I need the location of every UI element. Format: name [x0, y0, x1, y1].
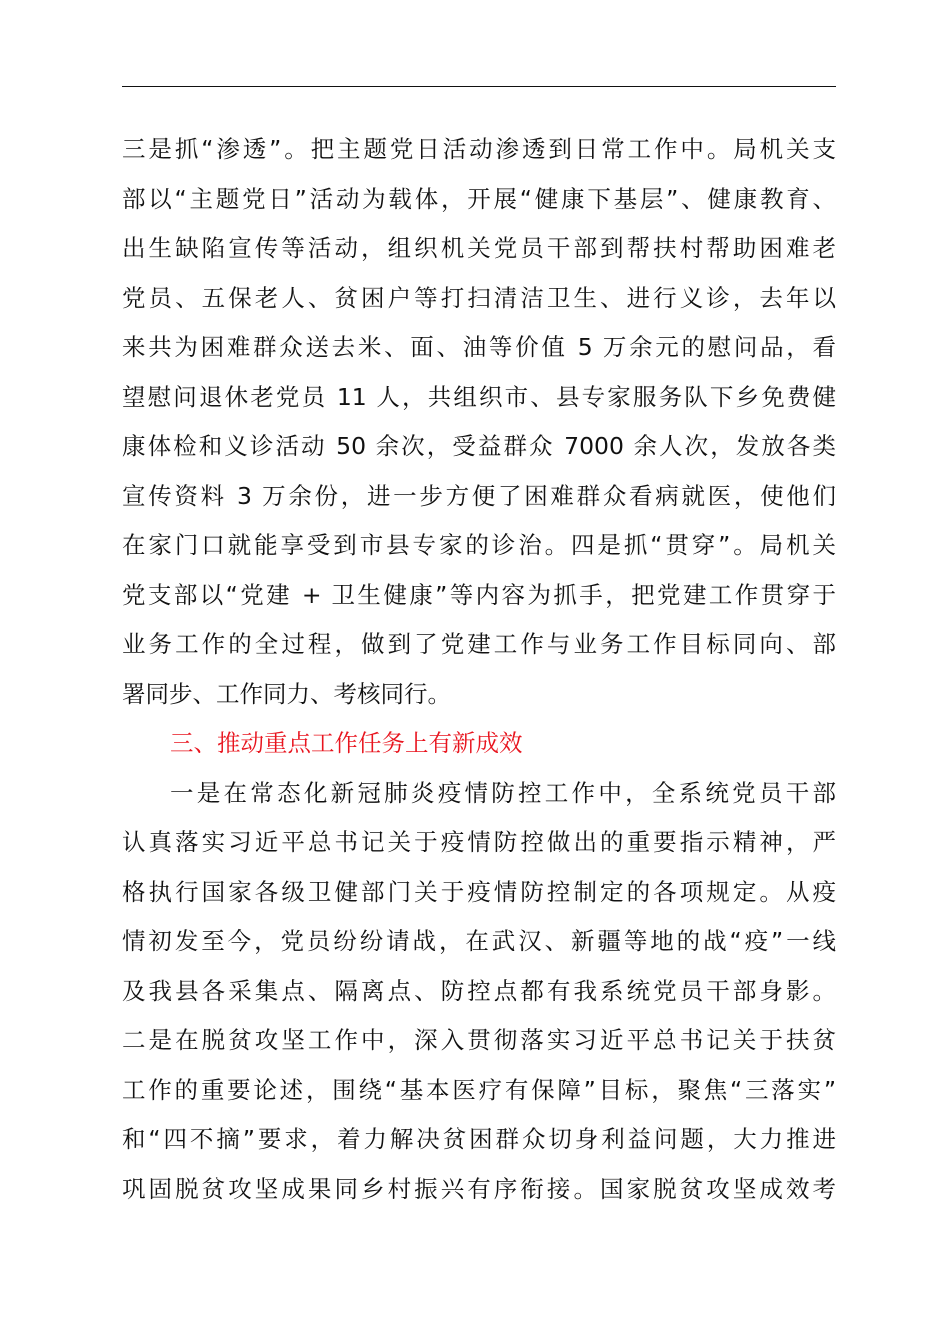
text-line: 宣传资料 3 万余份，进一步方便了困难群众看病就医，使他们 — [122, 481, 836, 510]
header-rule — [122, 86, 836, 87]
text-line: 部以“主题党日”活动为载体，开展“健康下基层”、健康教育、 — [122, 184, 836, 213]
text-line: 和“四不摘”要求，着力解决贫困群众切身利益问题，大力推进 — [122, 1125, 836, 1153]
text-line: 党支部以“党建 + 卫生健康”等内容为抓手，把党建工作贯穿于 — [122, 580, 836, 609]
text-line: 出生缺陷宣传等活动，组织机关党员干部到帮扶村帮助困难老 — [122, 234, 836, 262]
text-line: 及我县各采集点、隔离点、防控点都有我系统党员干部身影。 — [122, 976, 836, 1005]
text-line: 情初发至今，党员纷纷请战，在武汉、新疆等地的战“疫”一线 — [122, 927, 836, 955]
text-line: 在家门口就能享受到市县专家的诊治。四是抓“贯穿”。局机关 — [122, 531, 836, 559]
text-line: 认真落实习近平总书记关于疫情防控做出的重要指示精神，严 — [122, 828, 836, 856]
section-heading: 三、推动重点工作任务上有新成效 — [170, 729, 523, 757]
text-line: 署同步、工作同力、考核同行。 — [122, 679, 451, 708]
text-line: 康体检和义诊活动 50 余次，受益群众 7000 余人次，发放各类 — [122, 432, 836, 460]
text-line: 格执行国家各级卫健部门关于疫情防控制定的各项规定。从疫 — [122, 877, 836, 906]
text-line: 巩固脱贫攻坚成果同乡村振兴有序衔接。国家脱贫攻坚成效考 — [122, 1174, 836, 1203]
text-line: 二是在脱贫攻坚工作中，深入贯彻落实习近平总书记关于扶贫 — [122, 1026, 836, 1054]
text-line: 工作的重要论述，围绕“基本医疗有保障”目标，聚焦“三落实” — [122, 1075, 836, 1104]
text-line: 一是在常态化新冠肺炎疫情防控工作中，全系统党员干部 — [170, 778, 836, 807]
text-line: 三是抓“渗透”。把主题党日活动渗透到日常工作中。局机关支 — [122, 135, 836, 163]
text-line: 党员、五保老人、贫困户等打扫清洁卫生、进行义诊，去年以 — [122, 283, 836, 312]
text-line: 业务工作的全过程，做到了党建工作与业务工作目标同向、部 — [122, 630, 836, 658]
body-text — [122, 125, 836, 1214]
text-line: 望慰问退休老党员 11 人，共组织市、县专家服务队下乡免费健 — [122, 382, 836, 411]
text-line: 来共为困难群众送去米、面、油等价值 5 万余元的慰问品，看 — [122, 333, 836, 361]
